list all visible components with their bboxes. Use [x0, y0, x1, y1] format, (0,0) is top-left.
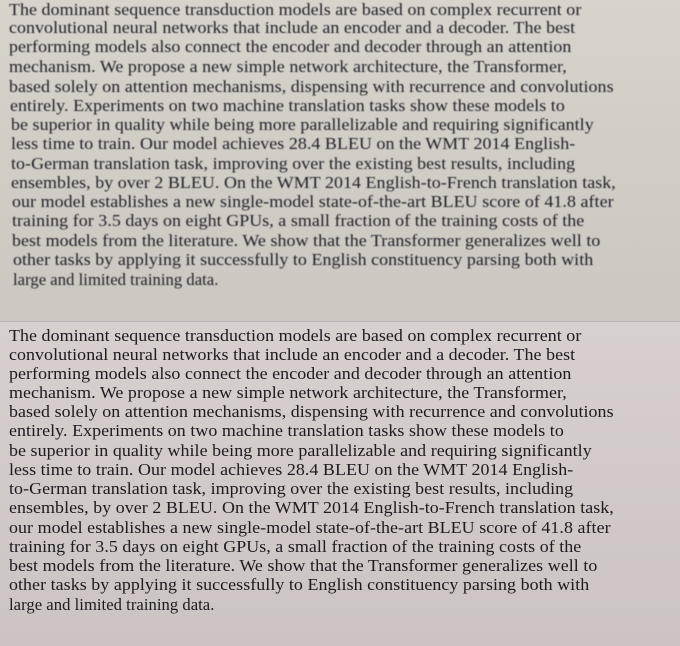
text-line: ensembles, by over 2 BLEU. On the WMT 2014 English-to-French translation task,: [11, 173, 616, 192]
text-line: performing models also connect the encoder and decoder through an attention: [9, 37, 572, 56]
text-line: mechanism. We propose a new simple network architecture, the Transformer,: [9, 57, 567, 76]
text-line: our model establishes a new single-model state-of-the-art BLEU score of 41.8 after: [9, 518, 611, 537]
text-line: other tasks by applying it successfully to English constituency parsing both with: [9, 575, 590, 594]
text-line: other tasks by applying it successfully to English constituency parsing both with: [13, 250, 594, 269]
text-line: to-German translation task, improving over the existing best results, including: [9, 479, 574, 498]
text-line: best models from the literature. We show that the Transformer generalizes well to: [12, 231, 601, 250]
text-line: The dominant sequence transduction models are based on complex recurrent or: [9, 0, 582, 19]
text-line: performing models also connect the encoder and decoder through an attention: [9, 364, 572, 383]
text-line: convolutional neural networks that include an encoder and a decoder. The best: [9, 345, 576, 364]
photo-top: [0, 0, 680, 322]
text-line: less time to train. Our model achieves 28.4 BLEU on the WMT 2014 English-: [9, 460, 574, 479]
text-line: best models from the literature. We show that the Transformer generalizes well to: [9, 556, 598, 575]
text-line: mechanism. We propose a new simple network architecture, the Transformer,: [9, 383, 567, 402]
text-line: ensembles, by over 2 BLEU. On the WMT 2014 English-to-French translation task,: [9, 498, 614, 517]
text-line: entirely. Experiments on two machine translation tasks show these models to: [9, 421, 564, 440]
text-line: to-German translation task, improving over the existing best results, including: [11, 154, 576, 173]
text-line: The dominant sequence transduction models are based on complex recurrent or: [9, 326, 582, 345]
text-line: large and limited training data.: [9, 595, 215, 614]
text-line: be superior in quality while being more parallelizable and requiring significantly: [11, 115, 594, 134]
text-line: based solely on attention mechanisms, dispensing with recurrence and convolutions: [9, 402, 614, 421]
text-line: entirely. Experiments on two machine translation tasks show these models to: [10, 96, 565, 115]
text-line: less time to train. Our model achieves 28.4 BLEU on the WMT 2014 English-: [11, 134, 576, 153]
text-line: our model establishes a new single-model state-of-the-art BLEU score of 41.8 after: [12, 192, 614, 211]
text-line: be superior in quality while being more parallelizable and requiring significantly: [9, 441, 592, 460]
text-line: training for 3.5 days on eight GPUs, a small fraction of the training costs of the: [12, 211, 585, 230]
text-line: large and limited training data.: [13, 270, 219, 289]
photo-bottom: [0, 322, 680, 646]
text-line: convolutional neural networks that include an encoder and a decoder. The best: [9, 18, 576, 37]
text-line: training for 3.5 days on eight GPUs, a small fraction of the training costs of the: [9, 537, 582, 556]
text-line: based solely on attention mechanisms, dispensing with recurrence and convolutions: [9, 77, 614, 96]
